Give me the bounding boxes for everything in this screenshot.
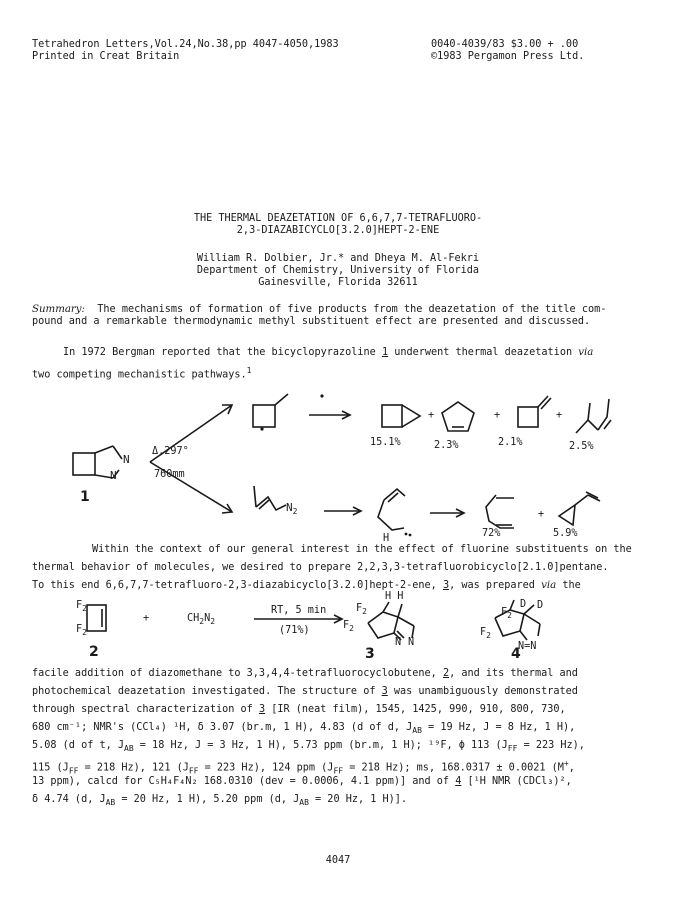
p3-l6b: = 218 Hz), 121 (J <box>78 762 189 774</box>
p3-l6-sup: + <box>563 759 569 768</box>
p3-l6e: , <box>568 762 575 774</box>
f2-sub: 2 <box>82 604 87 614</box>
yield-bicyclopentane: 15.1% <box>370 437 401 448</box>
compound-ref-4: 4 <box>455 776 462 787</box>
para2-text-b: , was prepared <box>449 580 542 591</box>
printed-in: Printed in Creat Britain <box>32 51 180 62</box>
p3-l3a: through spectral characterization of <box>32 704 259 715</box>
reagent-sub1: 2 <box>199 617 205 627</box>
nn-label-4: N=N <box>518 641 537 652</box>
journal-price: 0040-4039/83 $3.00 + .00 <box>431 39 579 50</box>
p3-l8b: = 20 Hz, 1 H), 5.20 ppm (d, J <box>115 794 300 805</box>
p3-l2: photochemical deazetation investigated. The structure of <box>32 686 382 697</box>
compound-ref-3: 3 <box>442 580 450 591</box>
footnote-1: 1 <box>246 366 252 375</box>
yield-vinylcyclopropane: 5.9% <box>553 528 578 539</box>
p3-l8: δ 4.74 (d, J <box>32 794 106 805</box>
f2-top-2 <box>76 600 87 615</box>
affiliation-city: Gainesville, Florida 32611 <box>258 277 418 288</box>
d-label-1: D <box>520 599 527 610</box>
affiliation: Department of Chemistry, University of Florida <box>196 265 480 276</box>
p3-l4-sub: AB <box>412 726 422 736</box>
p3-l5b: = 18 Hz, J = 3 Hz, 1 H), 5.73 ppm (br.m, 1 H); ¹⁹F, ϕ 113 (J <box>133 740 508 751</box>
compound-number-1: 1 <box>80 489 90 505</box>
para1-text-b: underwent thermal deazetation <box>388 347 579 358</box>
h-labels-3: H H <box>385 591 404 602</box>
para2-text-c: the <box>556 580 581 591</box>
para2-text-a: To this end 6,6,7,7-tetrafluoro-2,3-diazabicyclo[3.2.0]hept-2-ene, <box>32 580 443 591</box>
summary-text-1: The mechanisms of formation of five products from the deazetation of the title com- <box>97 304 607 315</box>
f2-4b: F <box>480 627 487 638</box>
p3-l3b: [IR (neat film), 1545, 1425, 990, 910, 800, 730, <box>265 704 566 715</box>
n2-n: N <box>286 501 293 514</box>
p3-l4: 680 cm⁻¹; NMR's (CCl₄) ¹H, δ 3.07 (br.m, 1 H), 4.83 (d of d, J <box>32 722 413 733</box>
p3-l8-sub2: AB <box>299 798 309 808</box>
f2-4a-sub: 2 <box>507 611 512 621</box>
compound-number-4: 4 <box>511 646 521 662</box>
yield-cyclopentene: 2.3% <box>434 440 459 451</box>
plus-4: + <box>538 509 545 520</box>
h-label: H <box>383 533 390 544</box>
copyright: ©1983 Pergamon Press Ltd. <box>431 51 585 62</box>
reagent-ch: CH <box>187 613 200 624</box>
para3-line-6 <box>32 758 575 777</box>
title-line-1: THE THERMAL DEAZETATION OF 6,6,7,7-TETRAFLUORO- <box>193 213 483 224</box>
conditions-bottom: 760mm <box>154 469 185 480</box>
reagent-sub2: 2 <box>210 617 216 627</box>
p3-l2b: was unambiguously demonstrated <box>387 686 578 697</box>
para1-text-a: In 1972 Bergman reported that the bicyclopyrazoline <box>63 347 382 358</box>
plus-3: + <box>556 410 563 421</box>
p3-l1b: , and its thermal and <box>449 668 578 679</box>
p3-l7b: [¹H NMR (CDCl₃)², <box>461 776 572 787</box>
compound-number-2: 2 <box>89 644 99 660</box>
para3-line-2 <box>32 686 578 698</box>
p3-l6: 115 (J <box>32 762 69 774</box>
n2-sub: 2 <box>292 507 298 517</box>
p3-l6-sub3: FF <box>333 766 344 776</box>
p3-l6-sub: FF <box>68 766 79 776</box>
summary-label: Summary: <box>32 304 85 315</box>
f2-3a-sub: 2 <box>362 607 367 617</box>
conditions-yield: (71%) <box>279 625 310 636</box>
reagent-n: N <box>204 613 211 624</box>
f2-f-b: F <box>76 624 83 635</box>
p3-l5-sub2: FF <box>507 744 518 754</box>
yield-diene: 2.5% <box>569 441 594 452</box>
para3-line-3 <box>32 704 566 716</box>
n-label-top: N <box>123 453 130 466</box>
p3-l7: 13 ppm), calcd for C₅H₄F₄N₂ 168.0310 (dev = 0.0006, 4.1 ppm)] and of <box>32 776 456 787</box>
yield-methylenecyclobutane: 2.1% <box>498 437 523 448</box>
conditions-top: Δ,297° <box>152 446 189 457</box>
p3-l6c: = 223 Hz), 124 ppm (J <box>198 762 334 774</box>
para3-line-5 <box>32 740 585 755</box>
para3-line-1 <box>32 668 578 680</box>
p3-l5c: = 223 Hz), <box>517 740 585 751</box>
journal-citation: Tetrahedron Letters,Vol.24,No.38,pp 4047-4050,1983 <box>32 39 339 50</box>
f2-bottom-3 <box>343 620 354 635</box>
f2-3a: F <box>356 603 363 614</box>
f2-bottom-2 <box>76 624 87 639</box>
para3-line-8 <box>32 794 407 809</box>
compound-number-3: 3 <box>365 646 375 662</box>
summary-line-2: pound and a remarkable thermodynamic methyl substituent effect are presented and discussed. <box>32 316 591 327</box>
d-label-2: D <box>537 600 544 611</box>
conditions-rt: RT, 5 min <box>271 605 327 616</box>
p3-l6d: = 218 Hz); ms, 168.0317 ± 0.0021 (M <box>343 762 564 774</box>
n-label-3b: N <box>408 637 415 648</box>
authors: William R. Dolbier, Jr.* and Dheya M. Al-Fekri <box>196 253 480 264</box>
p3-l1a: facile addition of diazomethane to 3,3,4,4-tetrafluorocyclobutene, <box>32 668 443 679</box>
f2-bottom-4 <box>480 627 491 642</box>
via-italic-2: via <box>541 580 557 591</box>
p3-l6-sub2: FF <box>188 766 199 776</box>
yield-pentadiene: 72% <box>482 528 501 539</box>
para3-line-4 <box>32 722 575 737</box>
page-number: 4047 <box>325 855 351 866</box>
n-label-3a: N <box>395 637 402 648</box>
compound-ref-3b: 3 <box>381 686 388 697</box>
f2-4a: F <box>501 607 508 618</box>
diazomethane <box>187 613 215 628</box>
compound-ref-3c: 3 <box>258 704 266 715</box>
p3-l8c: = 20 Hz, 1 H)]. <box>308 794 408 805</box>
p3-l5: 5.08 (d of t, J <box>32 740 125 751</box>
para3-line-7 <box>32 776 572 788</box>
compound-ref-2: 2 <box>442 668 450 679</box>
plus-2: + <box>494 410 501 421</box>
f2-f: F <box>76 600 83 611</box>
f2-sub-b: 2 <box>82 628 87 638</box>
para2-line-1: Within the context of our general interest in the effect of fluorine substituents on the <box>92 544 632 555</box>
plus-reagent: + <box>143 613 150 624</box>
f2-3b-sub: 2 <box>349 624 354 634</box>
f2-3b: F <box>343 620 350 631</box>
p3-l4b: = 19 Hz, J = 8 Hz, 1 H), <box>421 722 576 733</box>
para2-line-2: thermal behavior of molecules, we desired to prepare 2,2,3,3-tetrafluorobicyclo[2.1.0]pentane. <box>32 562 609 573</box>
via-italic: via <box>578 347 594 358</box>
f2-top-4 <box>501 607 512 622</box>
p3-l5-sub: AB <box>124 744 134 754</box>
plus-1: + <box>428 410 435 421</box>
f2-top-3 <box>356 603 367 618</box>
compound-ref-1: 1 <box>381 347 389 358</box>
para1-text-c: two competing mechanistic pathways. <box>32 369 247 381</box>
p3-l8-sub: AB <box>105 798 116 808</box>
n-label-bottom: N <box>110 469 117 482</box>
title-line-2: 2,3-DIAZABICYCLO[3.2.0]HEPT-2-ENE <box>236 225 440 236</box>
f2-4b-sub: 2 <box>486 631 491 641</box>
